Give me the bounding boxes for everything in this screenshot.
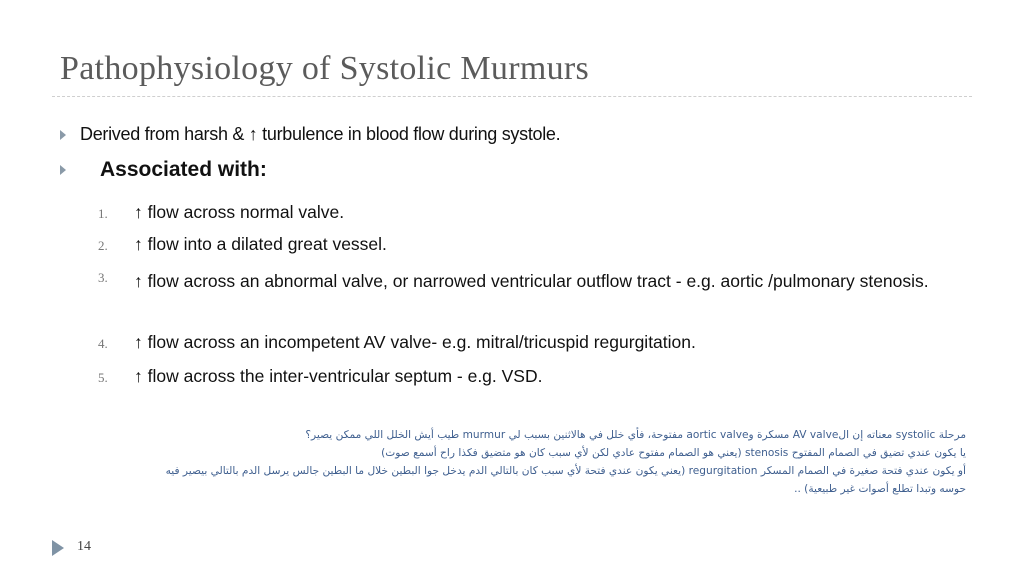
footer-triangle-icon [52, 540, 64, 556]
slide-title: Pathophysiology of Systolic Murmurs [60, 50, 590, 87]
list-number: 2. [98, 238, 108, 253]
arabic-notes [70, 426, 966, 498]
page-number: 14 [77, 539, 91, 554]
bullet-derived [60, 124, 560, 145]
arabic-note-line: حوسه وتبدا تطلع أصوات غير طبيعية) .. [794, 483, 966, 495]
bullet-arrow-icon [60, 165, 66, 175]
list-number: 5. [98, 370, 108, 385]
arabic-note-line: أو يكون عندي فتحة صغيرة في الصمام المسكر regurgitation (يعني يكون عندي فتحة لأي سبب كان بالتالي الدم يدخل جوا البطين خلال ما البطين جالس يرسل الدم بالتالي بيصير فيه [165, 465, 966, 477]
bullet-associated [60, 158, 267, 182]
list-item-text: ↑ flow across an abnormal valve, or narrowed ventricular outflow tract - e.g. aortic /pulmonary stenosis. [134, 271, 929, 291]
list-item-text: ↑ flow across an incompetent AV valve- e.g. mitral/tricuspid regurgitation. [134, 332, 696, 352]
list-item-text: ↑ flow across normal valve. [134, 202, 345, 222]
bullet-text: Associated with: [100, 158, 267, 181]
list-item-text: ↑ flow across the inter-ventricular septum - e.g. VSD. [134, 366, 543, 386]
list-number: 4. [98, 336, 108, 351]
arabic-note-line: مرحلة systolic معناته إن الAV valve مسكرة وaortic valve مفتوحة، فأي خلل في هالاثنين بسبب لي murmur طيب أيش الخلل اللي ممكن يصير؟ [305, 429, 966, 441]
list-item-text: ↑ flow into a dilated great vessel. [134, 234, 387, 254]
list-number: 1. [98, 206, 108, 221]
bullet-arrow-icon [60, 130, 66, 140]
bullet-text: Derived from harsh & ↑ turbulence in blood flow during systole. [80, 124, 561, 144]
title-divider [52, 96, 972, 97]
arabic-note-line: يا يكون عندي تضيق في الصمام المفتوح stenosis (يعني هو الصمام مفتوح عادي لكن لأي سبب كان هو متضيق فكذا راح أسمع صوت) [381, 447, 966, 459]
list-number: 3. [98, 270, 108, 285]
